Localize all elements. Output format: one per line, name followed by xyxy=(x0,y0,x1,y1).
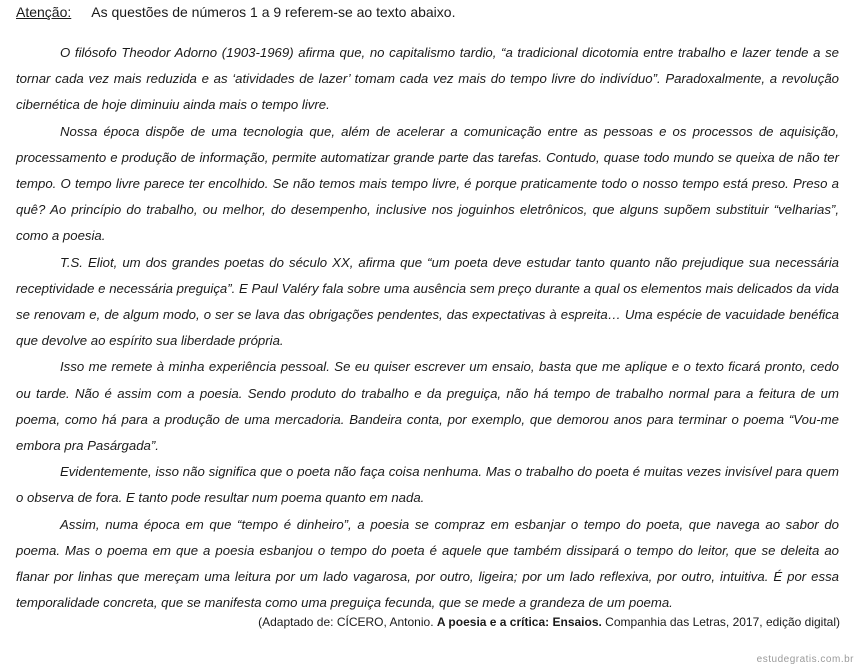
watermark: estudegratis.com.br xyxy=(756,654,854,665)
instruction-header xyxy=(16,3,455,21)
source-citation xyxy=(258,613,840,631)
attention-label: Atenção: xyxy=(16,4,72,20)
paragraph-5: Evidentemente, isso não significa que o poeta não faça coisa nenhuma. Mas o trabalho do poeta é muitas vezes invisível para quem o observa de fora. E tanto pode resultar num poema quanto em nada. xyxy=(16,464,839,506)
citation-suffix: Companhia das Letras, 2017, edição digital) xyxy=(601,615,840,629)
passage-text xyxy=(16,40,839,616)
paragraph-3: T.S. Eliot, um dos grandes poetas do século XX, afirma que “um poeta deve estudar tanto quanto não prejudique sua necessária receptividade e necessária preguiça”. E Paul Valéry fala sobre uma ausência sem preço durante a qual os elementos mais delicados da vida se renovam e, de algum modo, o ser se lava das obrigações pendentes, das expectativas à espreita… Uma espécie de vacuidade benéfica que devolve ao espírito sua liberdade própria. xyxy=(16,254,839,349)
paragraph-4: Isso me remete à minha experiência pessoal. Se eu quiser escrever um ensaio, basta que me aplique e o texto ficará pronto, cedo ou tarde. Não é assim com a poesia. Sendo produto do trabalho e da preguiça, não há tempo de trabalho normal para a feitura de um poema, como há para a produção de uma mercadoria. Bandeira conta, por exemplo, que demorou anos para terminar o poema “Vou-me embora pra Pasárgada”. xyxy=(16,359,839,454)
paragraph-2: Nossa época dispõe de uma tecnologia que, além de acelerar a comunicação entre as pessoas e os processos de aquisição, processamento e produção de informação, permite automatizar grande parte das tarefas. Contudo, quase todo mundo se queixa de não ter tempo. O tempo livre parece ter encolhido. Se não temos mais tempo livre, é porque praticamente todo o nosso tempo está preso. Preso a quê? Ao princípio do trabalho, ou melhor, do desempenho, inclusive nos joguinhos eletrônicos, que alguns supõem substituir “velharias”, como a poesia. xyxy=(16,123,839,244)
paragraph-6: Assim, numa época em que “tempo é dinheiro”, a poesia se compraz em esbanjar o tempo do poeta, que navega ao sabor do poema. Mas o poema em que a poesia esbanjou o tempo do poeta é aquele que também dissipará o tempo do leitor, que se deleita ao flanar por linhas que mereçam uma leitura por um lado vagarosa, por outro, ligeira; por um lado reflexiva, por outro, intuitiva. É por essa temporalidade concreta, que se manifesta como uma preguiça fecunda, que se mede a grandeza de um poema. xyxy=(16,516,839,611)
citation-prefix: (Adaptado de: CÍCERO, Antonio. xyxy=(258,615,437,629)
paragraph-1: O filósofo Theodor Adorno (1903-1969) afirma que, no capitalismo tardio, “a tradicional dicotomia entre trabalho e lazer tende a se tornar cada vez mais reduzida e as ‘atividades de lazer’ tomam cada vez mais do tempo livre do indivíduo”. Paradoxalmente, a revolução cibernética de hoje diminuiu ainda mais o tempo livre. xyxy=(16,45,839,113)
citation-title: A poesia e a crítica: Ensaios. xyxy=(436,615,602,629)
instruction-text: As questões de números 1 a 9 referem-se ao texto abaixo. xyxy=(91,4,456,20)
